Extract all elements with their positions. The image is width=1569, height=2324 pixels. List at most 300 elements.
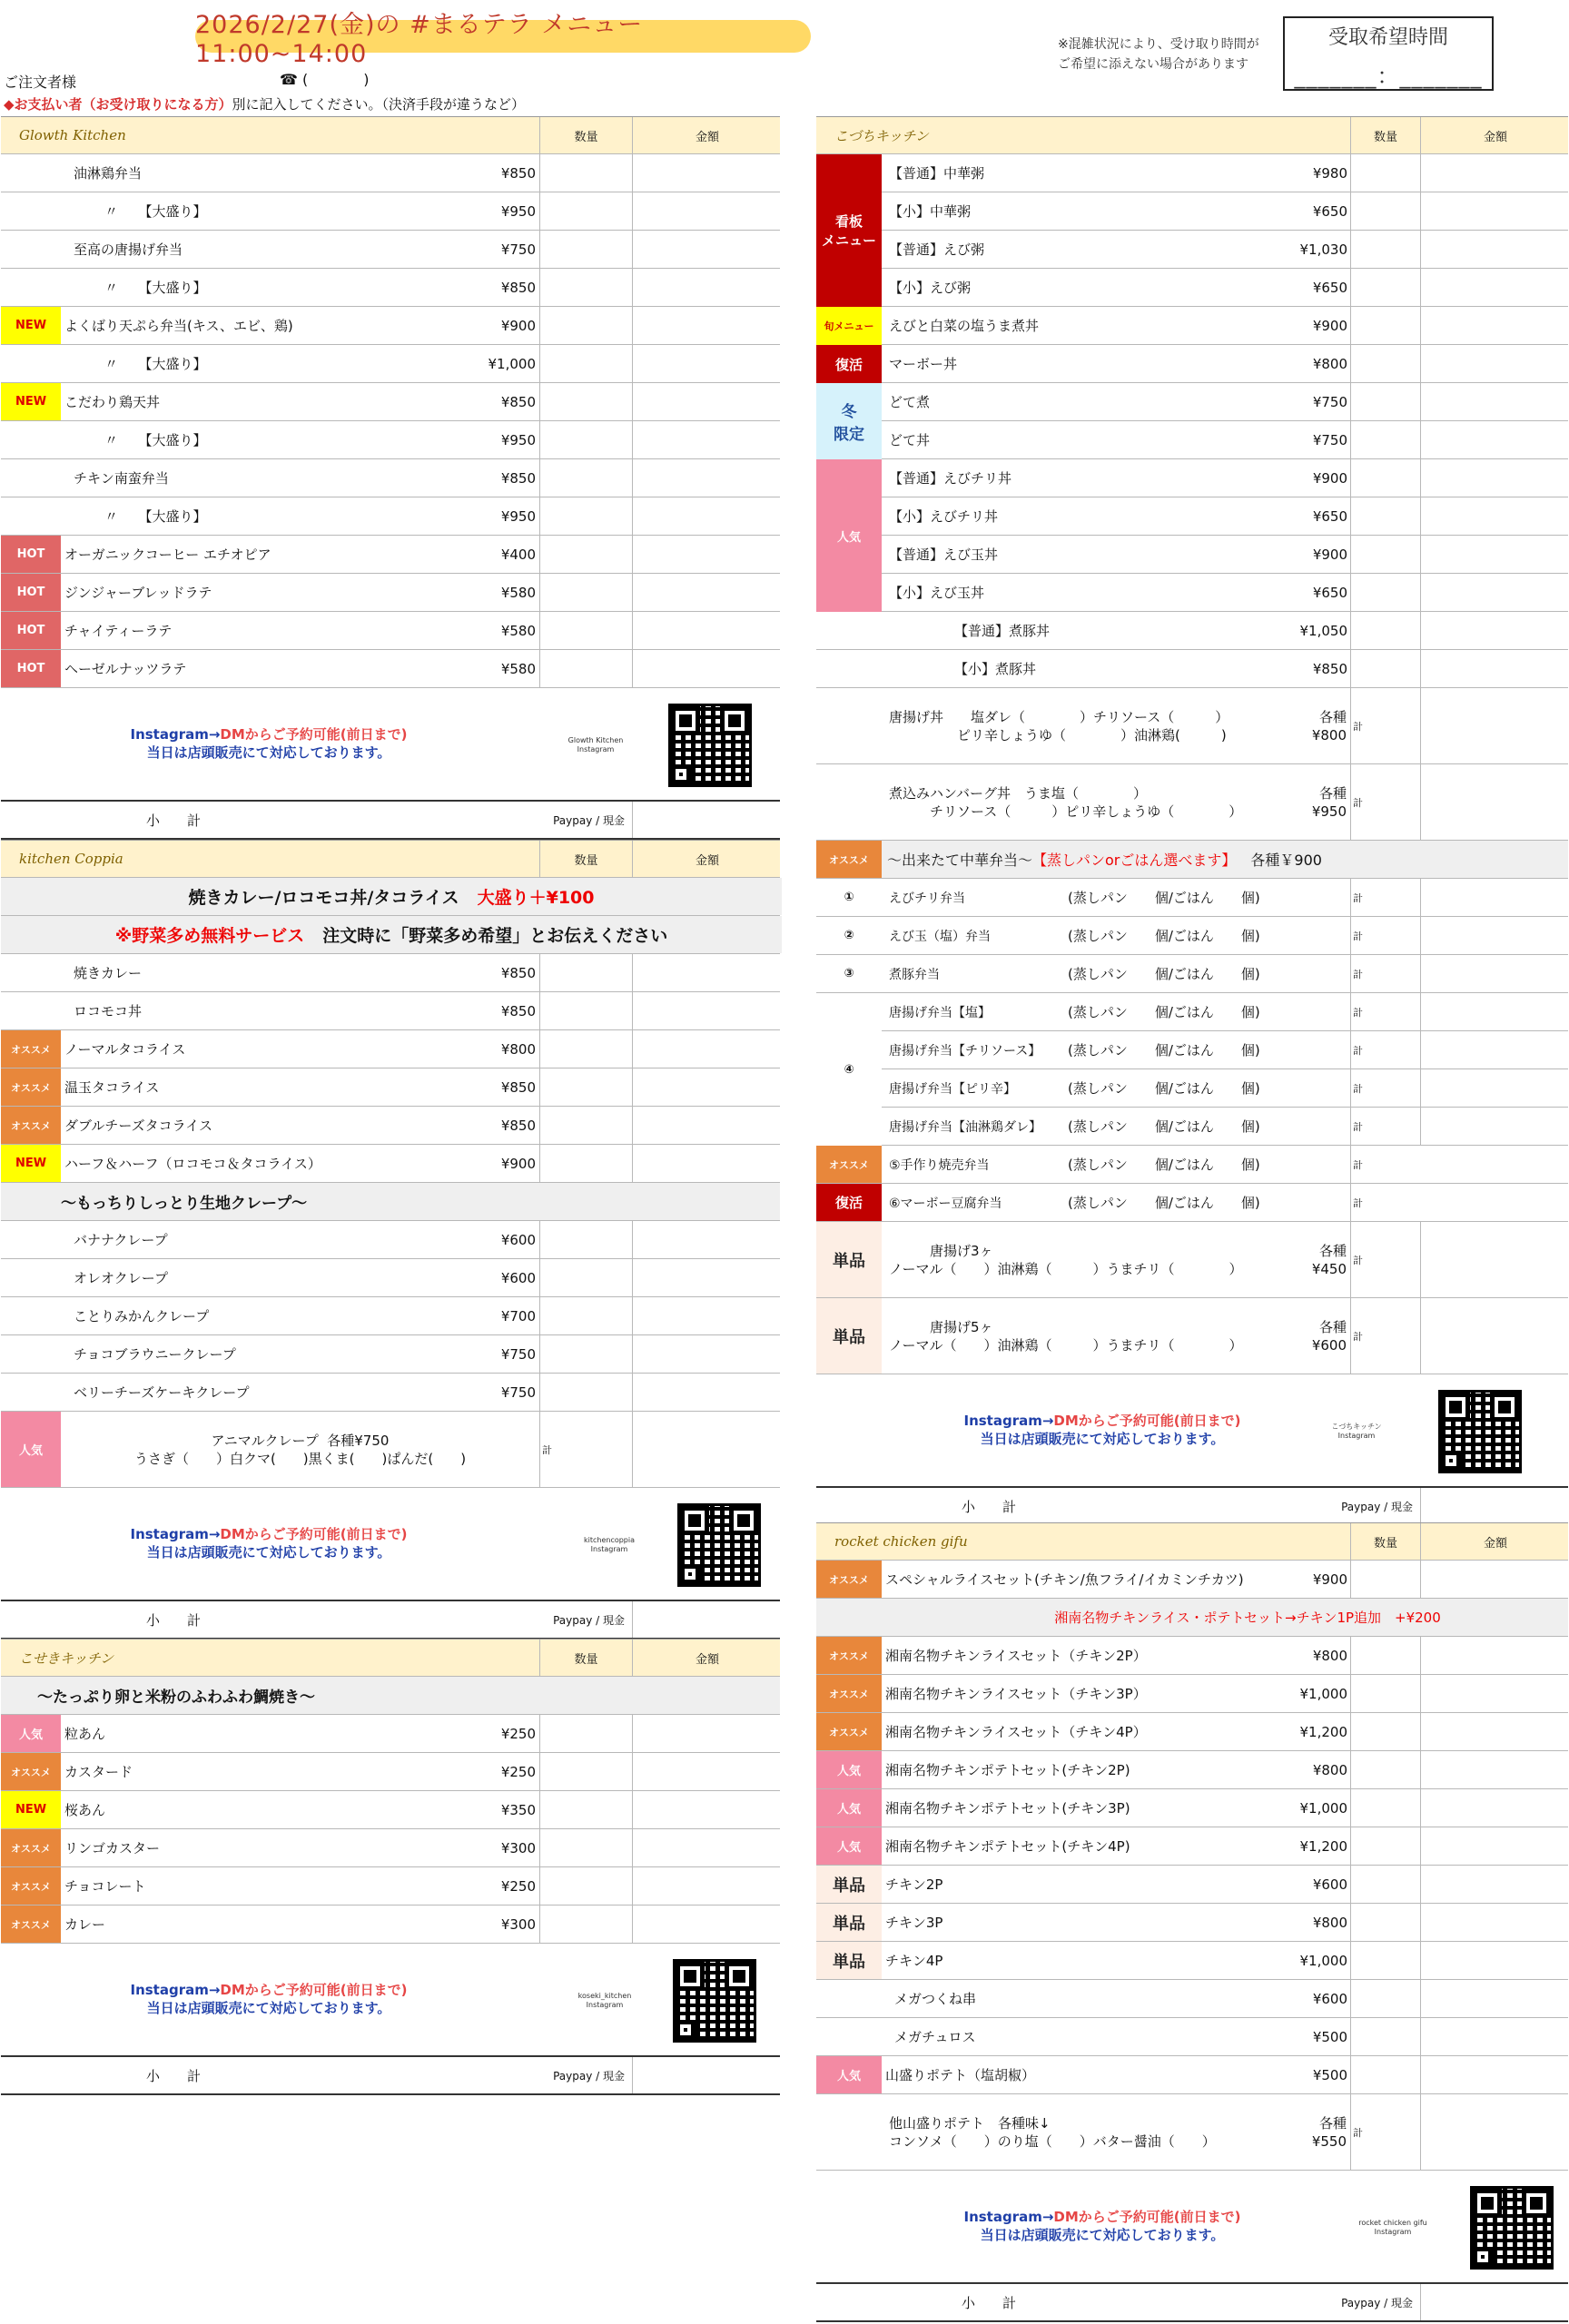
item-name: 【普通】中華粥 (889, 165, 985, 182)
amount-input[interactable] (1420, 2094, 1569, 2170)
banner-row (816, 1599, 1568, 1637)
pay-method: Paypay / 現金 (1341, 2296, 1413, 2309)
item-price: ¥850 (500, 1002, 536, 1019)
item-tag: 単品 (816, 1222, 882, 1297)
qty-input[interactable] (539, 269, 632, 306)
instagram-dm-text: DMからご予約可能(前日まで) (220, 725, 408, 743)
menu-row (816, 497, 1568, 536)
item-tag: オススメ (1, 1030, 61, 1068)
subtotal-label: 小 計 (146, 2067, 202, 2084)
amount-input[interactable] (632, 421, 782, 458)
item-name: ことりみかんクレープ (74, 1308, 210, 1324)
amount-input[interactable] (632, 345, 782, 382)
menu-row (1, 1221, 780, 1259)
item-name: 湘南名物チキンポテトセット(チキン4P) (885, 1838, 1130, 1855)
amount-input[interactable] (632, 1374, 782, 1411)
qr-corner (671, 764, 691, 784)
group-ninki-tag: 人気 (816, 459, 882, 612)
item-price: ¥580 (500, 584, 536, 601)
instagram-line2: 当日は店頭販売にて対応しております。 (146, 1543, 391, 1561)
qty-input[interactable] (1350, 383, 1420, 420)
qty-input[interactable] (539, 992, 632, 1029)
kei-label: 計 (1350, 917, 1420, 954)
qty-input[interactable] (539, 345, 632, 382)
amount-input[interactable] (1420, 459, 1569, 497)
item-price: ¥900 (1312, 546, 1347, 563)
amount-input[interactable] (1420, 1637, 1569, 1674)
amount-input[interactable] (1420, 536, 1569, 573)
amount-input[interactable] (1420, 1675, 1569, 1712)
pay-method: Paypay / 現金 (553, 813, 625, 827)
item-price: ¥600 (1312, 1990, 1347, 2007)
qty-input[interactable] (539, 536, 632, 573)
amount-input[interactable] (1420, 1866, 1569, 1903)
menu-title: 2026/2/27(金)の #まるテラ メニュー 11:00~14:00 (195, 20, 811, 53)
qty-input[interactable] (1350, 421, 1420, 458)
amount-input[interactable] (632, 1259, 782, 1296)
single-desc: 唐揚げ5ヶ ノーマル（ ）油淋鶏（ ）うまチリ（ ） (889, 1318, 1243, 1354)
amount-input[interactable] (632, 1145, 782, 1182)
menu-row (1, 650, 780, 688)
amount-input[interactable] (1420, 879, 1569, 916)
item-tag: オススメ (1, 1753, 61, 1790)
amount-input[interactable] (1420, 1222, 1569, 1297)
kei-label: 計 (1350, 2094, 1420, 2170)
qty-input[interactable] (539, 1030, 632, 1068)
item-name: 山盛りポテト（塩胡椒） (885, 2067, 1036, 2083)
item-name: 【小】煮豚丼 (954, 661, 1037, 677)
qty-input[interactable] (539, 954, 632, 991)
amount-input[interactable] (1420, 1827, 1569, 1865)
menu-row (816, 231, 1568, 269)
animal-crepe-row (1, 1412, 780, 1488)
bento-choice[interactable]: (蒸しパン 個/ごはん 個) (1068, 1118, 1260, 1135)
amount-input[interactable] (1420, 1031, 1569, 1068)
amount-input[interactable] (632, 192, 782, 230)
menu-row (1, 459, 780, 497)
qty-input[interactable] (1350, 1713, 1420, 1750)
amount-input[interactable] (632, 269, 782, 306)
item-price: ¥800 (1312, 1761, 1347, 1778)
qty-input[interactable] (1350, 1561, 1420, 1598)
qty-input[interactable] (539, 1145, 632, 1182)
menu-row (816, 307, 1568, 345)
amount-input[interactable] (1420, 1904, 1569, 1941)
item-name: 【普通】えび玉丼 (889, 547, 999, 563)
menu-row (1, 1107, 780, 1145)
qty-input[interactable] (539, 231, 632, 268)
kei-label: 計 (1350, 993, 1420, 1030)
amount-input[interactable] (632, 1412, 782, 1487)
qty-input[interactable] (539, 1297, 632, 1334)
subtotal-input[interactable] (1420, 2284, 1569, 2320)
amount-input[interactable] (632, 1297, 782, 1334)
qty-input[interactable] (1350, 1751, 1420, 1788)
qty-input[interactable] (539, 1791, 632, 1828)
bento-choice[interactable]: (蒸しパン 個/ごはん 個) (1068, 1195, 1260, 1211)
qty-input[interactable] (1350, 650, 1420, 687)
bento-number: ② (844, 929, 854, 942)
qty-input[interactable] (539, 1107, 632, 1144)
bento-row (816, 1184, 1568, 1222)
item-price: ¥1,030 (1299, 241, 1347, 258)
qr-corner (680, 1564, 700, 1584)
amount-input[interactable] (1420, 1751, 1569, 1788)
qty-input[interactable] (1350, 231, 1420, 268)
item-name: メガチュロス (894, 2029, 976, 2045)
item-name: 湘南名物チキンポテトセット(チキン2P) (885, 1762, 1130, 1778)
qty-input[interactable] (539, 1867, 632, 1905)
menu-row (816, 1675, 1568, 1713)
subtotal-label: 小 計 (962, 2294, 1017, 2311)
amount-input[interactable] (1420, 1942, 1569, 1979)
item-price: ¥300 (500, 1915, 536, 1933)
amount-input[interactable] (1420, 917, 1569, 954)
item-name: どて丼 (889, 432, 931, 448)
item-name: バナナクレープ (74, 1232, 168, 1248)
qty-input[interactable] (539, 307, 632, 344)
amount-input[interactable] (1420, 2018, 1569, 2055)
qty-input[interactable] (1350, 612, 1420, 649)
qty-input[interactable] (539, 1335, 632, 1373)
qty-input[interactable] (1350, 1904, 1420, 1941)
menu-row (816, 1561, 1568, 1599)
amount-input[interactable] (632, 992, 782, 1029)
item-price: ¥700 (500, 1307, 536, 1324)
amount-input[interactable] (1420, 307, 1569, 344)
item-name: 【普通】えび粥 (889, 241, 985, 258)
menu-row (816, 459, 1568, 497)
qty-header: 数量 (539, 841, 632, 877)
amount-input[interactable] (632, 954, 782, 991)
qty-input[interactable] (539, 1374, 632, 1411)
amount-input[interactable] (1420, 612, 1569, 649)
amount-input[interactable] (632, 1791, 782, 1828)
item-name: こだわり鶏天丼 (64, 394, 161, 410)
item-tag: HOT (1, 650, 61, 687)
qty-input[interactable] (1350, 1866, 1420, 1903)
item-name: マーボー丼 (889, 356, 958, 372)
banner-row (1, 916, 780, 954)
amount-input[interactable] (1420, 574, 1569, 611)
item-tag: 復活 (816, 1184, 882, 1221)
item-price: ¥850 (1312, 660, 1347, 677)
banner-text: 焼きカレー/ロコモコ丼/タコライス (188, 888, 459, 908)
item-name: 湘南名物チキンライスセット（チキン3P） (885, 1686, 1147, 1702)
qty-input[interactable] (1350, 154, 1420, 192)
qty-input[interactable] (539, 1829, 632, 1866)
item-price: ¥850 (500, 393, 536, 410)
qty-input[interactable] (539, 192, 632, 230)
group-shun-tag: 旬メニュー (816, 307, 882, 345)
item-price: ¥250 (500, 1763, 536, 1780)
amount-input[interactable] (632, 1905, 782, 1943)
qty-input[interactable] (1350, 574, 1420, 611)
amount-input[interactable] (1420, 1108, 1569, 1145)
qty-input[interactable] (539, 421, 632, 458)
item-tag: HOT (1, 536, 61, 573)
qty-input[interactable] (1350, 1980, 1420, 2017)
menu-row (816, 192, 1568, 231)
item-tag: NEW (1, 1145, 61, 1182)
amount-input[interactable] (632, 231, 782, 268)
item-price: ¥850 (500, 469, 536, 487)
bento-choice[interactable]: (蒸しパン 個/ごはん 個) (1068, 1004, 1260, 1020)
menu-row (816, 612, 1568, 650)
qty-input[interactable] (539, 650, 632, 687)
subtotal-input[interactable] (632, 802, 782, 838)
qty-input[interactable] (1350, 269, 1420, 306)
item-name: 〃 【大盛り】 (104, 356, 207, 372)
item-tag: 人気 (816, 1789, 882, 1827)
qty-input[interactable] (539, 154, 632, 192)
subtotal-input[interactable] (632, 2057, 782, 2093)
item-name: 湘南名物チキンライスセット（チキン4P） (885, 1724, 1147, 1740)
qty-input[interactable] (1350, 307, 1420, 344)
bento-number: ① (844, 891, 854, 904)
qty-input[interactable] (539, 1068, 632, 1106)
qty-input[interactable] (539, 1259, 632, 1296)
bento-choice[interactable]: (蒸しパン 個/ごはん 個) (1068, 966, 1260, 982)
item-price: ¥650 (1312, 584, 1347, 601)
shop-header (816, 116, 1568, 154)
kei-label: 計 (1350, 1298, 1420, 1374)
rocket-banner: 湘南名物チキンライス・ポテトセット→チキン1P追加 +¥200 (1054, 1610, 1441, 1626)
qr-code[interactable] (1438, 1390, 1522, 1473)
kei-label: 計 (1350, 1146, 1420, 1183)
item-tag: 人気 (816, 2056, 882, 2093)
qty-input[interactable] (1350, 1637, 1420, 1674)
qty-input[interactable] (1350, 497, 1420, 535)
amount-input[interactable] (632, 536, 782, 573)
qty-input[interactable] (539, 1715, 632, 1752)
shop-header (1, 840, 780, 878)
bento-choice[interactable]: (蒸しパン 個/ごはん 個) (1068, 1042, 1260, 1059)
amount-input[interactable] (1420, 383, 1569, 420)
item-tag: オススメ (1, 1107, 61, 1144)
pickup-time-title: 受取希望時間 (1327, 26, 1448, 49)
amount-input[interactable] (1420, 2056, 1569, 2093)
amount-input[interactable] (632, 497, 782, 535)
amount-input[interactable] (632, 459, 782, 497)
subtotal-row (1, 2057, 780, 2095)
qty-input[interactable] (1350, 345, 1420, 382)
qty-input[interactable] (1350, 2018, 1420, 2055)
amount-input[interactable] (1420, 1980, 1569, 2017)
amount-header: 金額 (632, 117, 782, 153)
amount-input[interactable] (1420, 421, 1569, 458)
item-name: 焼きカレー (74, 965, 143, 981)
amount-input[interactable] (1420, 688, 1569, 763)
qty-input[interactable] (1350, 1942, 1420, 1979)
qty-input[interactable] (539, 1753, 632, 1790)
menu-row (816, 1827, 1568, 1866)
item-tag: NEW (1, 1791, 61, 1828)
amount-input[interactable] (632, 383, 782, 420)
single-karaage-row (816, 1298, 1568, 1374)
qty-input[interactable] (539, 574, 632, 611)
amount-input[interactable] (632, 574, 782, 611)
subtotal-row (816, 1488, 1568, 1526)
amount-input[interactable] (632, 1221, 782, 1258)
pickup-time-blank[interactable]: _______：_______ (1294, 64, 1483, 89)
crepe-header: ～もっちりしっとり生地クレープ～ (61, 1195, 308, 1213)
bento-choice[interactable]: (蒸しパン 個/ごはん 個) (1068, 890, 1260, 906)
qty-input[interactable] (1350, 1827, 1420, 1865)
item-tag: オススメ (816, 1713, 882, 1750)
instagram-line1 (105, 1981, 432, 1999)
qty-input[interactable] (1350, 2056, 1420, 2093)
amount-input[interactable] (1420, 993, 1569, 1030)
amount-input[interactable] (1420, 269, 1569, 306)
item-name: よくばり天ぷら弁当(キス、エビ、鶏) (64, 318, 293, 334)
bento-header-b: 【蒸しパンorごはん選べます】 (1032, 852, 1237, 869)
item-price: ¥850 (500, 1078, 536, 1096)
item-name: チョコブラウニークレープ (74, 1346, 236, 1363)
bento-choice[interactable]: (蒸しパン 個/ごはん 個) (1068, 928, 1260, 944)
item-name: 温玉タコライス (64, 1079, 160, 1096)
qty-input[interactable] (539, 383, 632, 420)
menu-row (816, 650, 1568, 688)
amount-input[interactable] (1420, 1713, 1569, 1750)
menu-row (1, 1297, 780, 1335)
menu-row (1, 1715, 780, 1753)
subtotal-input[interactable] (1420, 1488, 1569, 1524)
instagram-block (1, 1944, 780, 2057)
item-name: メガつくね串 (894, 1991, 977, 2007)
qty-input[interactable] (1350, 1675, 1420, 1712)
item-price: ¥500 (1312, 2028, 1347, 2045)
amount-input[interactable] (1420, 345, 1569, 382)
qty-header: 数量 (539, 1640, 632, 1676)
menu-row (816, 2018, 1568, 2056)
menu-row (1, 154, 780, 192)
qty-input[interactable] (539, 497, 632, 535)
amount-input[interactable] (632, 650, 782, 687)
item-name: チョコレート (64, 1878, 146, 1895)
amount-input[interactable] (632, 1753, 782, 1790)
amount-input[interactable] (632, 1335, 782, 1373)
item-price: ¥950 (500, 431, 536, 448)
subtotal-input[interactable] (632, 1601, 782, 1638)
menu-row (816, 1751, 1568, 1789)
amount-input[interactable] (1420, 955, 1569, 992)
menu-row (1, 1145, 780, 1183)
qty-input[interactable] (1350, 1789, 1420, 1827)
amount-input[interactable] (1420, 192, 1569, 230)
instagram-note (939, 1412, 1266, 1448)
menu-row (1, 231, 780, 269)
amount-input[interactable] (632, 1867, 782, 1905)
item-price: ¥750 (500, 1345, 536, 1363)
instagram-arrow-text: Instagram→ (130, 1981, 221, 1998)
amount-input[interactable] (1420, 764, 1569, 840)
menu-row (816, 1713, 1568, 1751)
item-tag: オススメ (1, 1867, 61, 1905)
qr-code[interactable] (668, 704, 752, 787)
qty-input[interactable] (539, 1221, 632, 1258)
item-tag: NEW (1, 383, 61, 420)
karaage-don-row (816, 688, 1568, 764)
tel-field[interactable]: ☎ ( ) (280, 71, 370, 88)
hamburg-don-row-desc: 煮込みハンバーグ丼 うま塩（ ） チリソース（ ）ピリ辛しょうゆ（ ） (889, 784, 1243, 820)
item-name: 湘南名物チキンライスセット（チキン2P） (885, 1648, 1147, 1664)
bento-name: えびチリ弁当 (889, 891, 965, 906)
menu-row (1, 574, 780, 612)
menu-row (1, 1335, 780, 1374)
qr-code[interactable] (677, 1503, 761, 1587)
qty-input[interactable] (539, 1905, 632, 1943)
qty-input[interactable] (1350, 459, 1420, 497)
item-name: 【普通】煮豚丼 (954, 623, 1051, 639)
qr-corner (1473, 2247, 1493, 2267)
item-price: ¥900 (500, 317, 536, 334)
menu-row (1, 192, 780, 231)
menu-row (816, 536, 1568, 574)
amount-input[interactable] (632, 1829, 782, 1866)
amount-input[interactable] (632, 1068, 782, 1106)
amount-input[interactable] (632, 1715, 782, 1752)
item-price: ¥1,000 (488, 355, 536, 372)
item-name: リンゴカスター (64, 1840, 161, 1856)
amount-input[interactable] (632, 612, 782, 649)
amount-input[interactable] (1420, 154, 1569, 192)
amount-input[interactable] (632, 307, 782, 344)
amount-input[interactable] (632, 1107, 782, 1144)
qr-code[interactable] (1470, 2186, 1554, 2270)
subtotal-label: 小 計 (146, 1611, 202, 1629)
kei-label: 計 (539, 1412, 632, 1487)
subtotal-row (1, 802, 780, 840)
menu-row (1, 1374, 780, 1412)
item-price: ¥250 (500, 1725, 536, 1742)
item-tag: HOT (1, 574, 61, 611)
amount-input[interactable] (1420, 1789, 1569, 1827)
kei-label: 計 (1350, 688, 1420, 763)
bento-choice[interactable]: (蒸しパン 個/ごはん 個) (1068, 1157, 1260, 1173)
pickup-time-box[interactable] (1283, 16, 1494, 91)
amount-header: 金額 (632, 1640, 782, 1676)
instagram-dm-text: DMからご予約可能(前日まで) (220, 1525, 408, 1542)
item-tag: 人気 (1, 1715, 61, 1752)
amount-input[interactable] (1420, 497, 1569, 535)
instagram-line2: 当日は店頭販売にて対応しております。 (980, 1430, 1225, 1447)
qty-input[interactable] (539, 459, 632, 497)
subtotal-row (816, 2284, 1568, 2322)
amount-input[interactable] (1420, 1069, 1569, 1107)
amount-input[interactable] (1420, 231, 1569, 268)
amount-input[interactable] (1420, 650, 1569, 687)
item-tag: 単品 (816, 1298, 882, 1374)
qty-header: 数量 (539, 117, 632, 153)
menu-row (816, 269, 1568, 307)
menu-row (816, 1637, 1568, 1675)
amount-input[interactable] (1420, 1298, 1569, 1374)
qty-input[interactable] (539, 612, 632, 649)
amount-input[interactable] (632, 1030, 782, 1068)
qty-input[interactable] (1350, 192, 1420, 230)
shop-name: rocket chicken gifu (834, 1533, 968, 1550)
menu-row (816, 1942, 1568, 1980)
amount-input[interactable] (632, 154, 782, 192)
bento-choice[interactable]: (蒸しパン 個/ごはん 個) (1068, 1080, 1260, 1097)
kei-label: 計 (1350, 1031, 1420, 1068)
qr-code[interactable] (673, 1959, 756, 2043)
qty-input[interactable] (1350, 536, 1420, 573)
amount-input[interactable] (1420, 1561, 1569, 1598)
animal-crepe-line2: うさぎ（ ）白クマ( )黒くま( )ぱんだ( ) (133, 1450, 467, 1467)
customer-line[interactable] (4, 71, 370, 92)
